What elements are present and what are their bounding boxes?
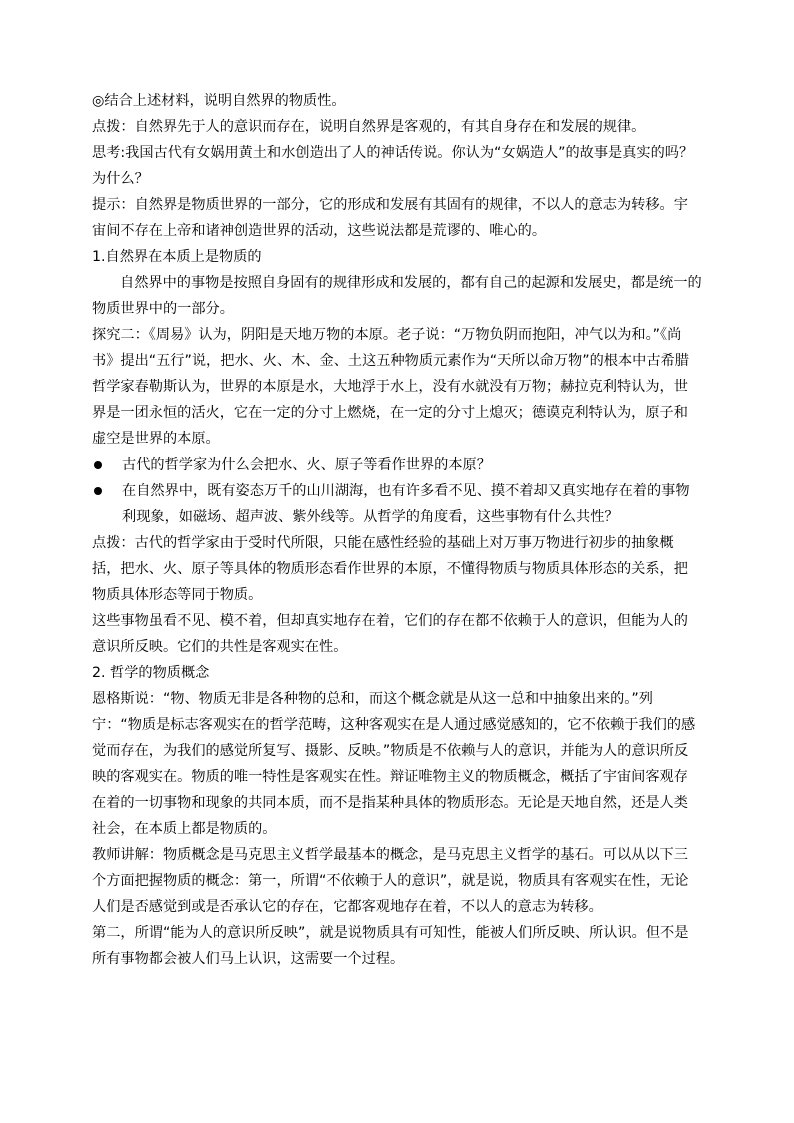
section-heading-2: 2. 哲学的物质概念 [92,665,210,681]
prompt-paragraph: 提示：自然界是物质世界的一部分，它的形成和发展有其固有的规律，不以人的意志为转移。宇宙间不存在上帝和诸神创造世界的活动，这些说法都是荒谬的、唯心的。 [92,197,688,239]
exploration-two-paragraph: 探究二：《周易》认为，阴阳是天地万物的本原。老子说：“万物负阴而抱阳，冲气以为和。”《尚书》提出“五行”说，把水、火、木、金、土这五种物质元素作为“天所以命万物”的根本中古希腊哲学家春勒斯认为，世界的本原是水，大地浮于水上，没有水就没有万物；赫拉克利特认为，世界是一团永恒的活火，它在一定的分寸上燃烧，在一定的分寸上熄灭；德谟克利特认为，原子和虚空是世界的本原。 [92,327,689,447]
second-point-paragraph: 第二，所谓“能为人的意识所反映”，就是说物质具有可知性，能被人们所反映、所认识。但不是所有事物都会被人们马上认识，这需要一个过程。 [92,925,689,967]
hint-paragraph-1: 点拨：自然界先于人的意识而存在，说明自然界是客观的，有其自身存在和发展的规律。 [92,119,646,135]
document-page [92,88,702,972]
question-combine-materials: ◎结合上述材料，说明自然界的物质性。 [92,93,346,109]
bullet-dot-icon [94,487,102,495]
thinking-question: 思考:我国古代有女娲用黄土和水创造出了人的神话传说。你认为“女娲造人”的故事是真实的吗？为什么？ [92,145,694,187]
teacher-explanation-paragraph: 教师讲解：物质概念是马克思主义哲学最基本的概念，是马克思主义哲学的基石。可以从以下三个方面把握物质的概念：第一，所谓“不依赖于人的意识”，就是说，物质具有客观实在性，无论人们是否感觉到或是否承认它的存在，它都客观地存在着，不以人的意志为转移。 [92,847,689,915]
quotes-paragraph: 恩格斯说：“物、物质无非是各种物的总和，而这个概念就是从这一总和中抽象出来的。”列宁：“物质是标志客观实在的哲学范畴，这种客观实在是人通过感觉感知的，它不依赖于我们的感觉而存在，为我们的感觉所复写、摄影、反映。”物质是不依赖与人的意识，并能为人的意识所反映的客观实在。物质的唯一特性是客观实在性。辩证唯物主义的物质概念，概括了宇宙间客观存在着的一切事物和现象的共同本质，而不是指某种具体的物质形态。无论是天地自然，还是人类社会，在本质上都是物质的。 [92,691,696,837]
section-heading-1: 1.自然界在本质上是物质的 [92,249,262,265]
bullet-dot-icon [94,461,102,469]
body-paragraph-nature: 自然界中的事物是按照自身固有的规律形成和发展的，都有自己的起源和发展史，都是统一的物质世界中的一部分。 [92,275,702,317]
answer-paragraph-commonality: 这些事物虽看不见、模不着，但却真实地存在着，它们的存在都不依赖于人的意识，但能为人的意识所反映。它们的共性是客观实在性。 [92,613,688,655]
bullet-question-1 [92,452,702,478]
hint-paragraph-2: 点拨：古代的哲学家由于受时代所限，只能在感性经验的基础上对万事万物进行初步的抽象概括，把水、火、原子等具体的物质形态看作世界的本原，不懂得物质与物质具体形态的关系，把物质具体形态等同于物质。 [92,535,688,603]
bullet-text-1: 古代的哲学家为什么会把水、火、原子等看作世界的本原？ [122,457,491,473]
bullet-question-2 [92,478,702,530]
bullet-text-2: 在自然界中，既有姿态万千的山川湖海，也有许多看不见、摸不着却又真实地存在着的事物利现象，如磁场、超声波、紫外线等。从哲学的角度看，这些事物有什么共性？ [122,483,690,525]
